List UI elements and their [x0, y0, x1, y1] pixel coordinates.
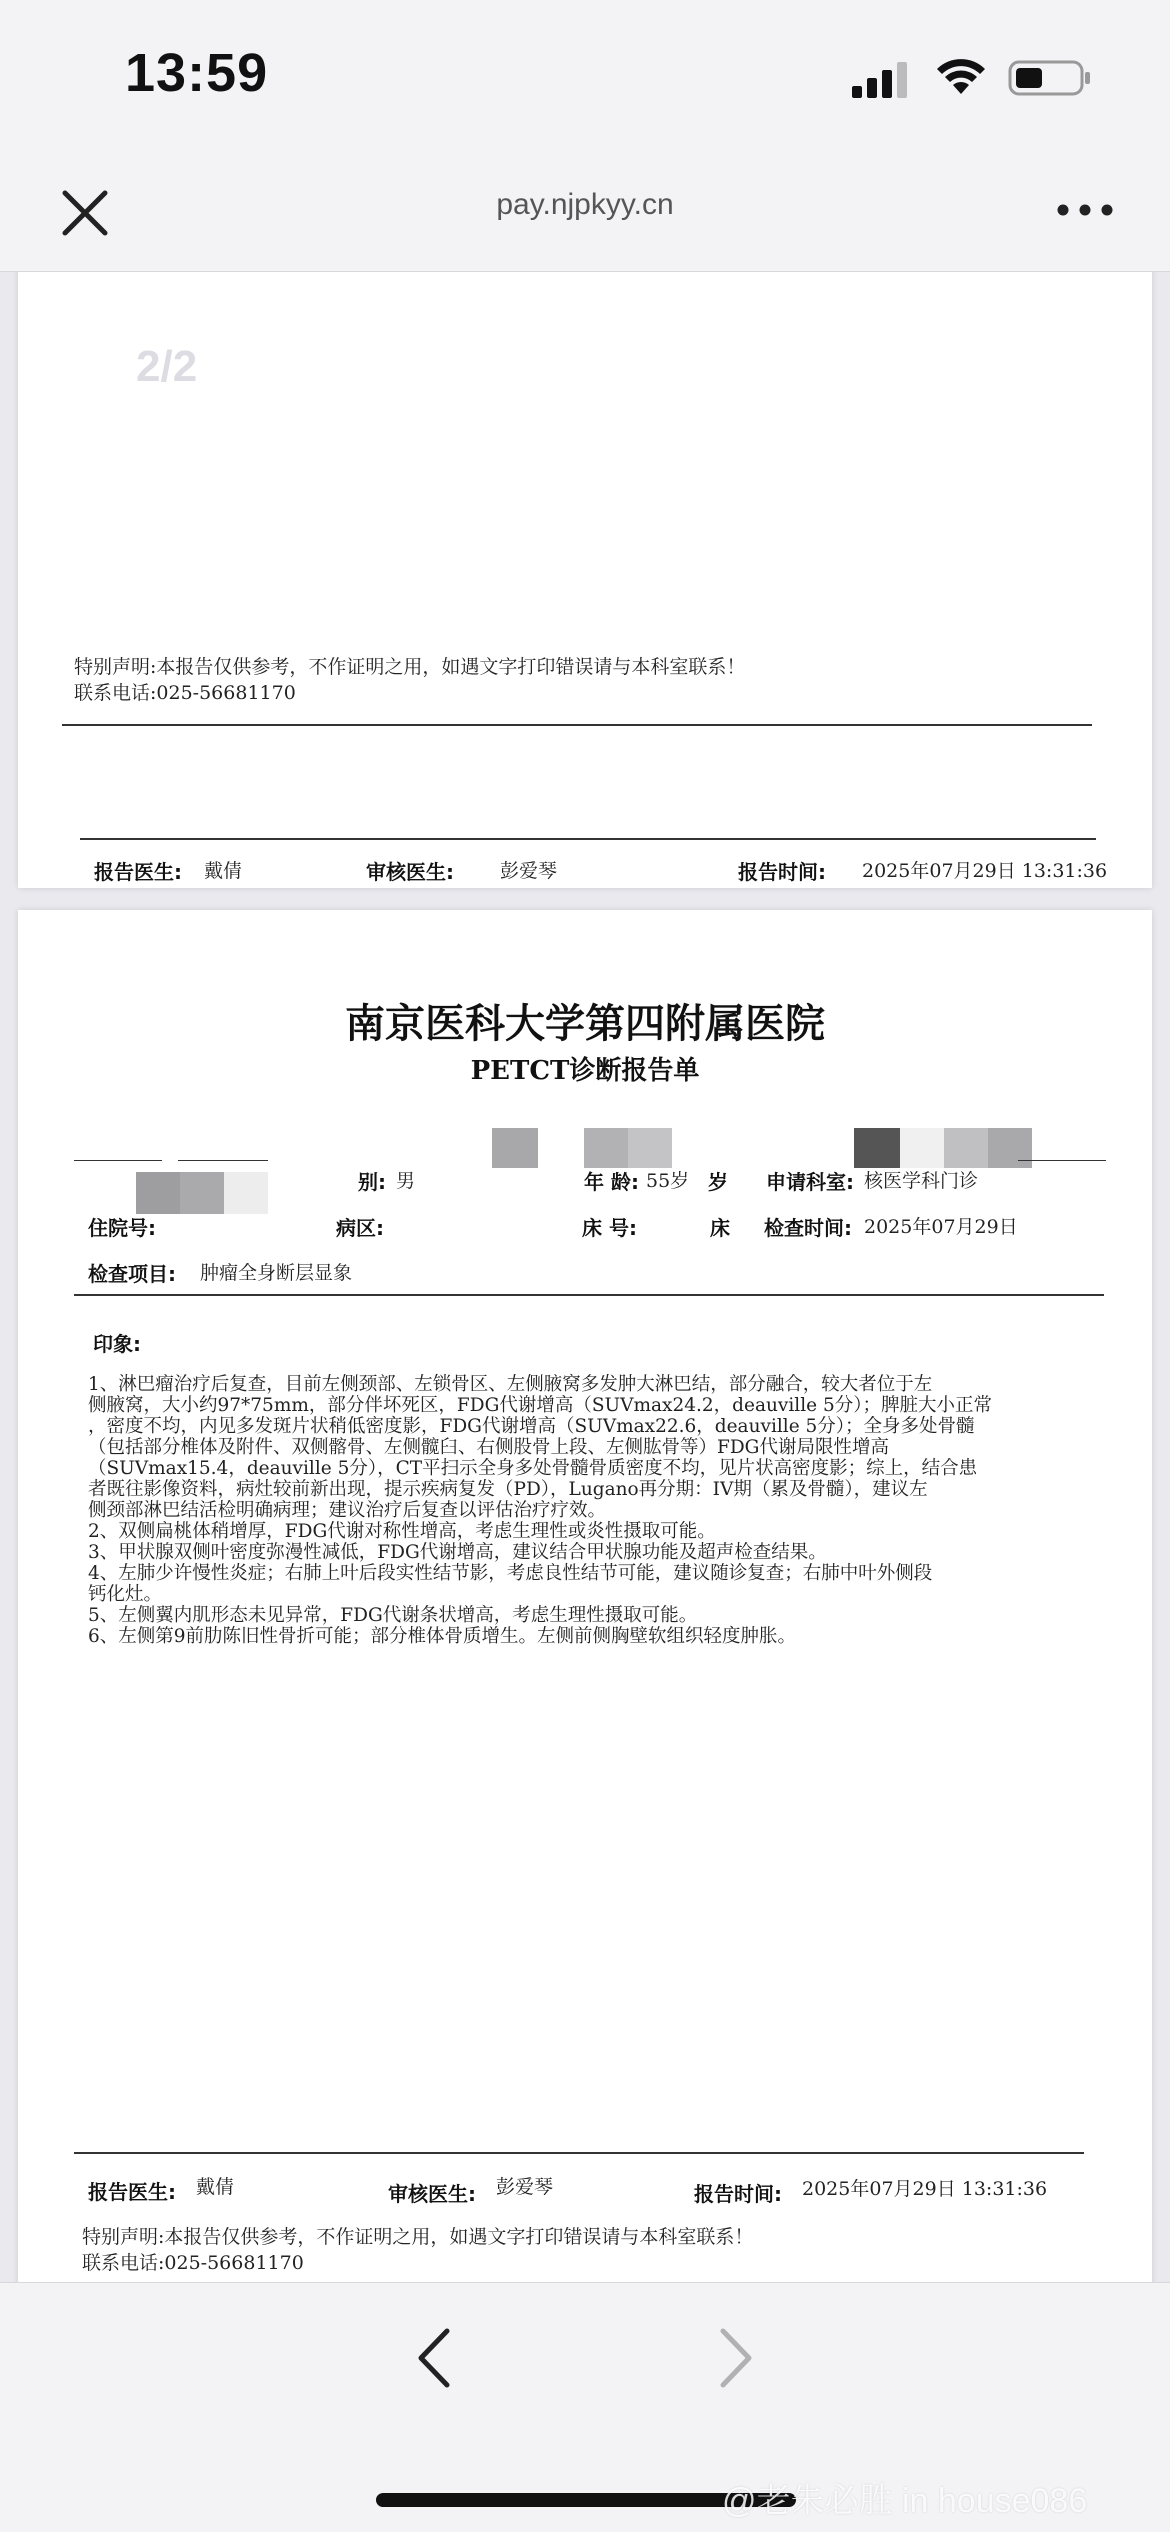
redacted-block — [900, 1128, 944, 1168]
impression-line: 侧腋窝，大小约97*75mm，部分伴坏死区，FDG代谢增高（SUVmax24.2，deauville 5分）；脾脏大小正常 — [88, 1395, 992, 1416]
age-unit: 岁 — [708, 1170, 728, 1194]
redacted-block — [584, 1128, 628, 1168]
exam-item-label: 检查项目: — [88, 1262, 176, 1286]
redacted-block — [180, 1172, 224, 1214]
impression-line: 6、左侧第9前肋陈旧性骨折可能；部分椎体骨质增生。左侧前侧胸壁软组织轻度肿胀。 — [88, 1626, 797, 1647]
review-doctor: 彭爱琴 — [500, 860, 558, 882]
impression-label: 印象: — [93, 1332, 141, 1356]
dept-label: 申请科室: — [766, 1170, 854, 1194]
age-label: 年 龄: — [584, 1170, 639, 1194]
page-number: 2/2 — [136, 342, 198, 391]
report-doctor-label: 报告医生: — [88, 2180, 176, 2204]
impression-line: 2、双侧扁桃体稍增厚，FDG代谢对称性增高，考虑生理性或炎性摄取可能。 — [88, 1521, 716, 1542]
report-page-1 — [18, 910, 1152, 2282]
redacted-block — [988, 1128, 1032, 1168]
divider — [62, 724, 1092, 726]
watermark: @老朱必胜 in house086 — [722, 2482, 1088, 2520]
redacted-block — [136, 1172, 180, 1214]
chevron-left-icon[interactable] — [405, 2323, 465, 2393]
dept: 核医学科门诊 — [864, 1170, 979, 1192]
gender-label: 别: — [358, 1170, 386, 1194]
ward-label: 病区: — [336, 1216, 384, 1240]
impression-line: ，密度不均，内见多发斑片状稍低密度影，FDG代谢增高（SUVmax22.6，deauville 5分）；全身多处骨髓 — [88, 1416, 975, 1437]
wifi-icon — [935, 56, 987, 96]
redacted-block — [224, 1172, 268, 1214]
impression-line: 侧颈部淋巴结活检明确病理；建议治疗后复查以评估治疗疗效。 — [88, 1500, 607, 1521]
contact-phone: 联系电话:025-56681170 — [82, 2252, 304, 2274]
impression-line: 钙化灶。 — [88, 1584, 163, 1605]
report-page-2-of-2 — [18, 272, 1152, 888]
pdf-viewer[interactable] — [0, 272, 1170, 2282]
impression-text — [88, 1374, 1088, 1647]
divider — [74, 1294, 1104, 1296]
age: 55岁 — [646, 1170, 690, 1192]
exam-time-label: 检查时间: — [764, 1216, 852, 1240]
divider — [74, 2152, 1084, 2154]
bed-unit: 床 — [710, 1216, 730, 1240]
report-title: PETCT诊断报告单 — [470, 1056, 700, 1086]
chevron-right-icon — [705, 2323, 765, 2393]
hospital-name: 南京医科大学第四附属医院 — [345, 1000, 825, 1047]
bed-label: 床 号: — [582, 1216, 637, 1240]
report-time: 2025年07月29日 13:31:36 — [862, 860, 1108, 882]
report-doctor: 戴倩 — [196, 2176, 235, 2198]
impression-line: 4、左肺少许慢性炎症；右肺上叶后段实性结节影，考虑良性结节可能，建议随诊复查；右肺中叶外侧段 — [88, 1563, 933, 1584]
report-time: 2025年07月29日 13:31:36 — [802, 2178, 1048, 2200]
redacted-block — [944, 1128, 988, 1168]
page-url: pay.njpkyy.cn — [496, 188, 674, 221]
report-doctor-label: 报告医生: — [94, 860, 182, 884]
more-icon[interactable] — [1050, 190, 1120, 230]
cellular-signal-icon — [852, 62, 912, 98]
divider — [74, 1160, 162, 1161]
review-doctor-label: 审核医生: — [366, 860, 454, 884]
impression-line: 1、淋巴瘤治疗后复查，目前左侧颈部、左锁骨区、左侧腋窝多发肿大淋巴结，部分融合，较大者位于左 — [88, 1374, 933, 1395]
report-time-label: 报告时间: — [694, 2182, 782, 2206]
redacted-block — [492, 1128, 538, 1168]
report-doctor: 戴倩 — [204, 860, 243, 882]
disclaimer: 特别声明:本报告仅供参考，不作证明之用，如遇文字打印错误请与本科室联系！ — [82, 2226, 754, 2248]
divider — [1018, 1160, 1106, 1161]
divider — [178, 1160, 268, 1161]
browser-nav-bar — [0, 150, 1170, 272]
redacted-block — [854, 1128, 900, 1168]
bottom-toolbar — [0, 2282, 1170, 2532]
status-time: 13:59 — [125, 43, 269, 103]
battery-icon — [1008, 58, 1092, 98]
impression-line: （SUVmax15.4，deauville 5分），CT平扫示全身多处骨髓骨质密度不均，见片状高密度影；综上，结合患 — [88, 1458, 978, 1479]
report-time-label: 报告时间: — [738, 860, 826, 884]
contact-phone: 联系电话:025-56681170 — [74, 682, 296, 704]
redacted-block — [628, 1128, 672, 1168]
status-bar — [0, 0, 1170, 150]
exam-item: 肿瘤全身断层显象 — [200, 1262, 353, 1284]
inpatient-label: 住院号: — [88, 1216, 156, 1240]
disclaimer: 特别声明:本报告仅供参考，不作证明之用，如遇文字打印错误请与本科室联系！ — [74, 656, 746, 678]
impression-line: 者既往影像资料，病灶较前新出现，提示疾病复发（PD），Lugano再分期：IV期（累及骨髓），建议左 — [88, 1479, 928, 1500]
gender: 男 — [396, 1170, 416, 1192]
exam-time: 2025年07月29日 — [864, 1216, 1018, 1238]
review-doctor-label: 审核医生: — [388, 2182, 476, 2206]
impression-line: （包括部分椎体及附件、双侧髂骨、左侧髋臼、右侧股骨上段、左侧肱骨等）FDG代谢局限性增高 — [88, 1437, 889, 1458]
impression-line: 3、甲状腺双侧叶密度弥漫性减低，FDG代谢增高，建议结合甲状腺功能及超声检查结果。 — [88, 1542, 827, 1563]
impression-line: 5、左侧翼内肌形态未见异常，FDG代谢条状增高，考虑生理性摄取可能。 — [88, 1605, 698, 1626]
review-doctor: 彭爱琴 — [496, 2176, 554, 2198]
divider — [80, 838, 1096, 840]
